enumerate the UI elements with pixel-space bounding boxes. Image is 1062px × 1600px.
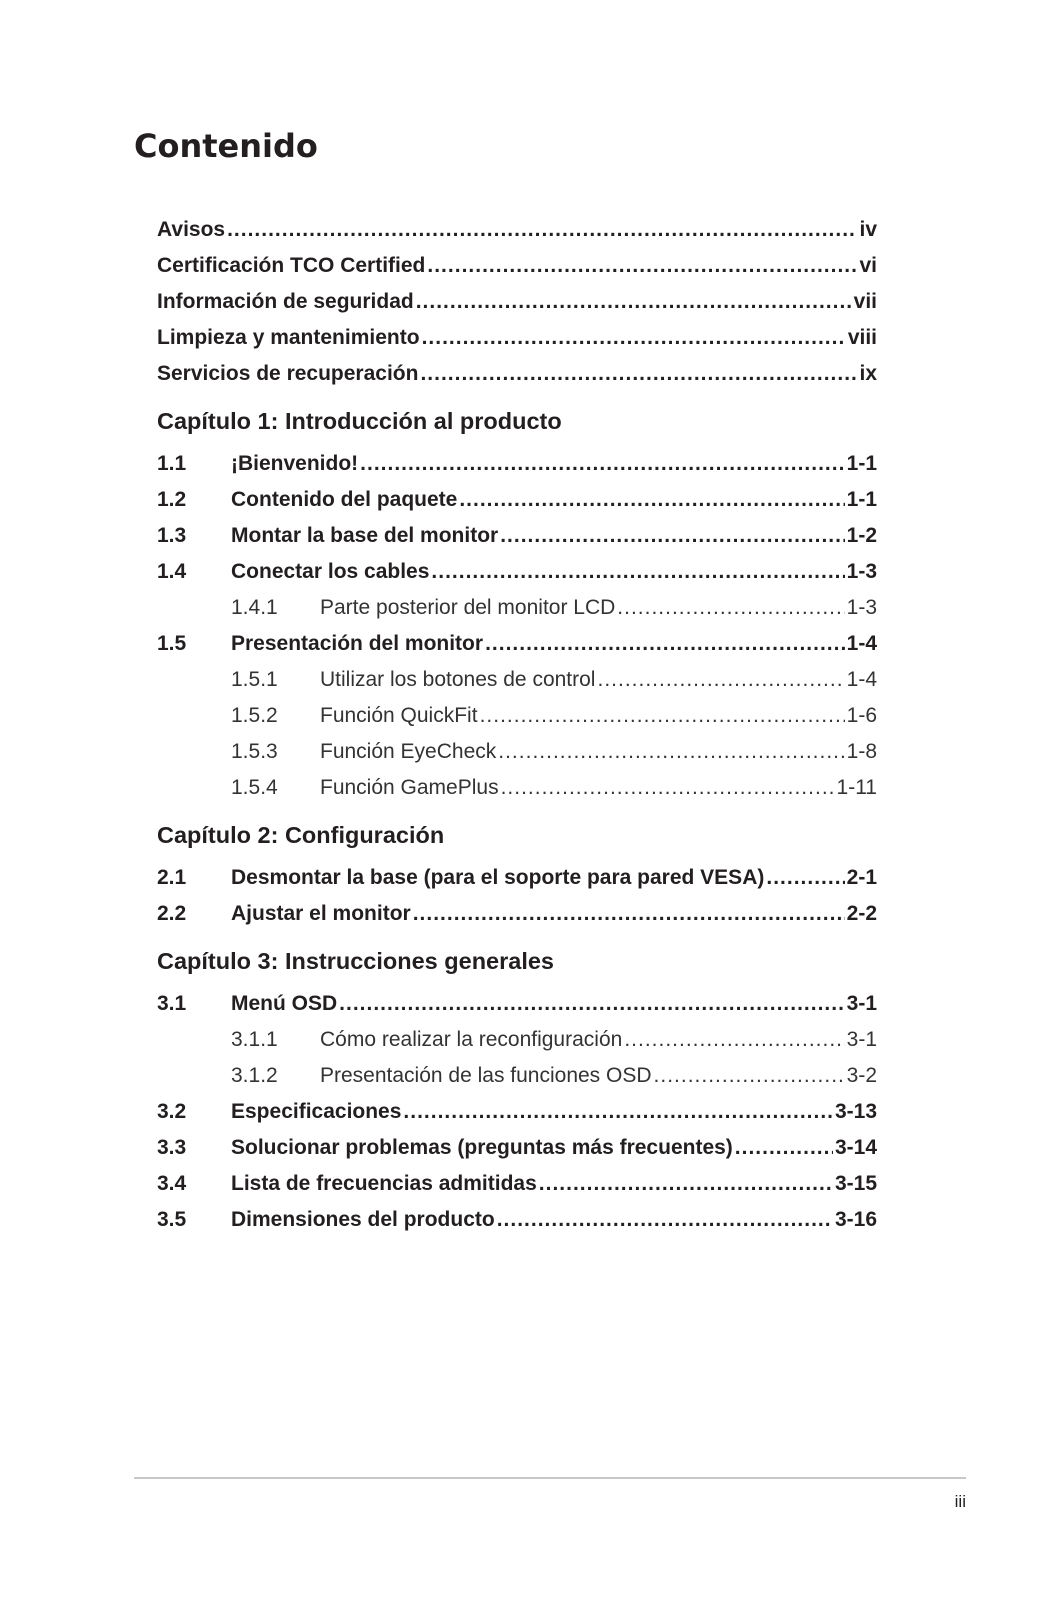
toc-entry-page: 1-1 xyxy=(846,488,877,511)
toc-entry[interactable] xyxy=(157,1166,877,1202)
toc-entry[interactable] xyxy=(157,212,877,248)
dot-leader xyxy=(617,590,844,626)
dot-leader xyxy=(597,662,844,698)
toc-entry[interactable] xyxy=(157,986,877,1022)
dot-leader xyxy=(427,248,857,284)
toc-entry-number: 3.1.2 xyxy=(231,1064,278,1087)
toc-entry-number: 1.5.2 xyxy=(231,704,278,727)
toc-entry-page: 1-3 xyxy=(846,560,877,583)
page-number: iii xyxy=(954,1492,966,1511)
toc-entry-page: 1-11 xyxy=(836,776,877,799)
toc-entry-number: 2.2 xyxy=(157,902,187,925)
dot-leader xyxy=(539,1166,833,1202)
toc-entry-label: ¡Bienvenido! xyxy=(231,452,359,475)
toc-entry[interactable] xyxy=(157,356,877,392)
toc-entry-page: 3-1 xyxy=(846,992,877,1015)
toc-entry-label: Lista de frecuencias admitidas xyxy=(231,1172,537,1195)
dot-leader xyxy=(360,446,844,482)
toc-entry[interactable] xyxy=(157,248,877,284)
toc-entry-page: 3-14 xyxy=(834,1136,877,1159)
toc-entry-page: vi xyxy=(859,254,877,277)
dot-leader xyxy=(413,896,845,932)
toc-entry-label: Presentación del monitor xyxy=(231,632,484,655)
toc-entry-number: 1.3 xyxy=(157,524,187,547)
toc-entry-number: 1.4.1 xyxy=(231,596,278,619)
toc-entry-number: 3.2 xyxy=(157,1100,187,1123)
toc-entry-label: Menú OSD xyxy=(231,992,338,1015)
toc-entry-number: 2.1 xyxy=(157,866,187,889)
table-of-contents xyxy=(157,212,877,1238)
toc-entry[interactable] xyxy=(157,1202,877,1238)
toc-entry[interactable] xyxy=(157,518,877,554)
dot-leader xyxy=(498,734,844,770)
toc-entry-number: 3.5 xyxy=(157,1208,187,1231)
toc-entry[interactable] xyxy=(157,482,877,518)
dot-leader xyxy=(339,986,844,1022)
toc-entry-label: Cómo realizar la reconfiguración xyxy=(320,1028,623,1051)
toc-entry[interactable] xyxy=(157,896,877,932)
toc-entry-page: 3-13 xyxy=(834,1100,877,1123)
toc-entry-number: 1.5.3 xyxy=(231,740,278,763)
dot-leader xyxy=(459,482,844,518)
toc-entry-label: Contenido del paquete xyxy=(231,488,458,511)
dot-leader xyxy=(501,770,835,806)
dot-leader xyxy=(431,554,844,590)
toc-entry-number: 1.2 xyxy=(157,488,187,511)
chapter-heading[interactable]: Capítulo 2: Configuración xyxy=(157,822,445,848)
toc-entry-page: ix xyxy=(859,362,877,385)
toc-entry-page: viii xyxy=(847,326,877,349)
toc-entry[interactable] xyxy=(157,446,877,482)
toc-entry[interactable] xyxy=(157,554,877,590)
toc-entry-page: iv xyxy=(859,218,877,241)
toc-entry-page: 1-4 xyxy=(846,668,877,691)
toc-entry[interactable] xyxy=(157,284,877,320)
dot-leader xyxy=(497,1202,833,1238)
toc-entry-page: 3-2 xyxy=(846,1064,877,1087)
toc-entry-number: 3.4 xyxy=(157,1172,187,1195)
toc-entry-label: Presentación de las funciones OSD xyxy=(320,1064,652,1087)
toc-entry-number: 1.1 xyxy=(157,452,187,475)
toc-entry-label: Certificación TCO Certified xyxy=(157,254,426,277)
toc-entry-label: Función GamePlus xyxy=(320,776,499,799)
dot-leader xyxy=(624,1022,844,1058)
toc-entry-page: 1-4 xyxy=(846,632,877,655)
dot-leader xyxy=(500,518,844,554)
toc-entry-label: Utilizar los botones de control xyxy=(320,668,596,691)
dot-leader xyxy=(735,1130,833,1166)
dot-leader xyxy=(654,1058,845,1094)
toc-entry-page: 1-3 xyxy=(846,596,877,619)
toc-entry[interactable] xyxy=(157,1130,877,1166)
toc-entry-page: 3-1 xyxy=(846,1028,877,1051)
toc-subentry[interactable] xyxy=(157,1022,877,1058)
toc-entry-label: Montar la base del monitor xyxy=(231,524,499,547)
toc-entry-label: Función EyeCheck xyxy=(320,740,497,763)
chapter-heading[interactable]: Capítulo 3: Instrucciones generales xyxy=(157,948,554,974)
toc-entry-page: 2-1 xyxy=(846,866,877,889)
chapter-heading[interactable]: Capítulo 1: Introducción al producto xyxy=(157,408,562,434)
toc-entry-page: 3-16 xyxy=(834,1208,877,1231)
toc-subentry[interactable] xyxy=(157,590,877,626)
dot-leader xyxy=(403,1094,833,1130)
toc-entry-page: 2-2 xyxy=(846,902,877,925)
toc-entry-label: Servicios de recuperación xyxy=(157,362,419,385)
toc-entry-label: Función QuickFit xyxy=(320,704,478,727)
toc-subentry[interactable] xyxy=(157,698,877,734)
toc-entry-page: vii xyxy=(853,290,877,313)
toc-entry-label: Información de seguridad xyxy=(157,290,414,313)
toc-entry-label: Especificaciones xyxy=(231,1100,402,1123)
dot-leader xyxy=(420,356,857,392)
toc-subentry[interactable] xyxy=(157,662,877,698)
toc-entry-number: 3.3 xyxy=(157,1136,187,1159)
toc-entry-label: Conectar los cables xyxy=(231,560,430,583)
footer-divider xyxy=(134,1477,966,1479)
toc-subentry[interactable] xyxy=(157,770,877,806)
toc-entry-label: Ajustar el monitor xyxy=(231,902,411,925)
toc-entry[interactable] xyxy=(157,1094,877,1130)
toc-entry-number: 1.5.1 xyxy=(231,668,278,691)
toc-entry-page: 1-2 xyxy=(846,524,877,547)
page-title: Contenido xyxy=(134,127,318,165)
dot-leader xyxy=(227,212,857,248)
toc-subentry[interactable] xyxy=(157,1058,877,1094)
toc-subentry[interactable] xyxy=(157,734,877,770)
toc-entry-label: Limpieza y mantenimiento xyxy=(157,326,420,349)
toc-entry-label: Avisos xyxy=(157,218,226,241)
toc-entry-label: Desmontar la base (para el soporte para pared VESA) xyxy=(231,866,765,889)
dot-leader xyxy=(416,284,852,320)
toc-entry-page: 1-1 xyxy=(846,452,877,475)
toc-entry-page: 1-6 xyxy=(846,704,877,727)
toc-entry-page: 1-8 xyxy=(846,740,877,763)
toc-entry-label: Solucionar problemas (preguntas más frecuentes) xyxy=(231,1136,733,1159)
toc-entry-number: 1.5.4 xyxy=(231,776,278,799)
dot-leader xyxy=(422,320,846,356)
dot-leader xyxy=(480,698,845,734)
toc-entry-number: 3.1 xyxy=(157,992,187,1015)
toc-entry-page: 3-15 xyxy=(834,1172,877,1195)
toc-entry[interactable] xyxy=(157,860,877,896)
toc-entry-label: Dimensiones del producto xyxy=(231,1208,495,1231)
toc-entry-label: Parte posterior del monitor LCD xyxy=(320,596,616,619)
toc-entry-number: 3.1.1 xyxy=(231,1028,278,1051)
toc-entry[interactable] xyxy=(157,626,877,662)
toc-entry[interactable] xyxy=(157,320,877,356)
dot-leader xyxy=(766,860,844,896)
toc-entry-number: 1.4 xyxy=(157,560,187,583)
dot-leader xyxy=(485,626,845,662)
toc-entry-number: 1.5 xyxy=(157,632,187,655)
